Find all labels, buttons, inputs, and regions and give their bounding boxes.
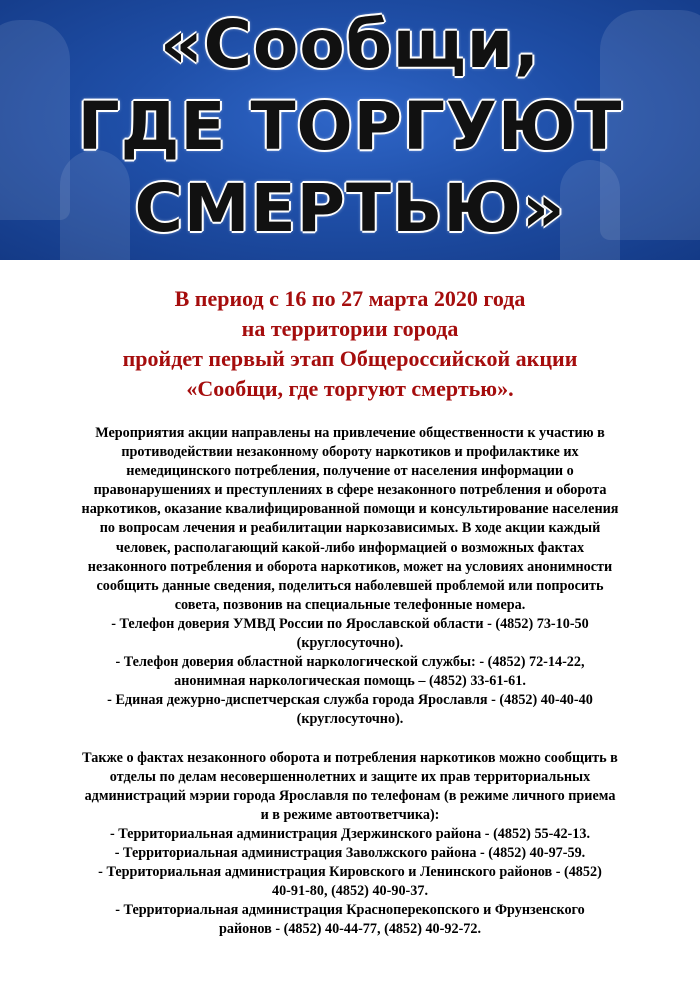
intro-line: незаконного потребления и оборота наркотиков, может на условиях анонимности: [87, 558, 613, 575]
intro-line: совета, позвонив на специальные телефонные номера.: [174, 596, 526, 613]
paragraph-gap: [22, 730, 678, 749]
headline-line: «Сообщи, где торгуют смертью».: [186, 376, 514, 401]
headline-line: пройдет первый этап Общероссийской акции: [122, 346, 578, 371]
headline: [0, 284, 700, 404]
second-line: отделы по делам несовершеннолетних и защите их прав территориальных: [109, 768, 591, 785]
district-phone-line: районов - (4852) 40-44-77, (4852) 40-92-72.: [218, 921, 482, 938]
banner-title-line: ГДЕ ТОРГУЮТ: [77, 88, 623, 165]
phone-line: (круглосуточно).: [296, 711, 404, 728]
district-phone-line: - Территориальная администрация Кировского и Ленинского районов - (4852): [98, 864, 602, 881]
phone-line: - Единая дежурно-диспетчерская служба города Ярославля - (4852) 40-40-40: [107, 692, 593, 709]
headline-line: В период с 16 по 27 марта 2020 года: [174, 286, 526, 311]
district-phone-line: - Территориальная администрация Заволжского района - (4852) 40-97-59.: [114, 844, 586, 861]
banner-title-line: «Сообщи,: [159, 6, 541, 83]
phone-line: анонимная наркологическая помощь – (4852) 33-61-61.: [174, 673, 526, 690]
intro-line: противодействии незаконному обороту наркотиков и профилактике их: [121, 444, 579, 461]
banner-title-line: СМЕРТЬЮ»: [134, 170, 566, 247]
second-line: и в режиме автоответчика):: [260, 806, 440, 823]
intro-line: по вопросам лечения и реабилитации наркозависимых. В ходе акции каждый: [99, 520, 601, 537]
intro-line: сообщить данные сведения, поделиться наболевшей проблемой или попросить: [96, 577, 604, 594]
second-line: администраций мэрии города Ярославля по телефонам (в режиме личного приема: [84, 787, 616, 804]
intro-line: наркотиков, оказание квалифицированной помощи и консультирование населения: [81, 501, 619, 518]
district-phone-line: - Территориальная администрация Дзержинского района - (4852) 55-42-13.: [109, 825, 591, 842]
banner: [0, 0, 700, 260]
body-text: [0, 424, 700, 939]
banner-title: [0, 4, 700, 250]
intro-line: немедицинского потребления, получение от населения информации о: [126, 463, 574, 480]
district-phone-line: - Территориальная администрация Красноперекопского и Фрунзенского: [115, 902, 585, 919]
phone-line: - Телефон доверия УМВД России по Ярославской области - (4852) 73-10-50: [111, 615, 589, 632]
intro-line: правонарушениях и преступлениях в сфере незаконного потребления и оборота: [93, 482, 607, 499]
intro-line: Мероприятия акции направлены на привлечение общественности к участию в: [95, 425, 605, 441]
second-line: Также о фактах незаконного оборота и потребления наркотиков можно сообщить в: [82, 749, 618, 766]
headline-line: на территории города: [241, 316, 459, 341]
intro-line: человек, располагающий какой-либо информацией о возможных фактах: [115, 539, 585, 556]
phone-line: (круглосуточно).: [296, 635, 404, 652]
phone-line: - Телефон доверия областной наркологической службы: - (4852) 72-14-22,: [115, 654, 585, 671]
district-phone-line: 40-91-80, (4852) 40-90-37.: [271, 883, 429, 900]
